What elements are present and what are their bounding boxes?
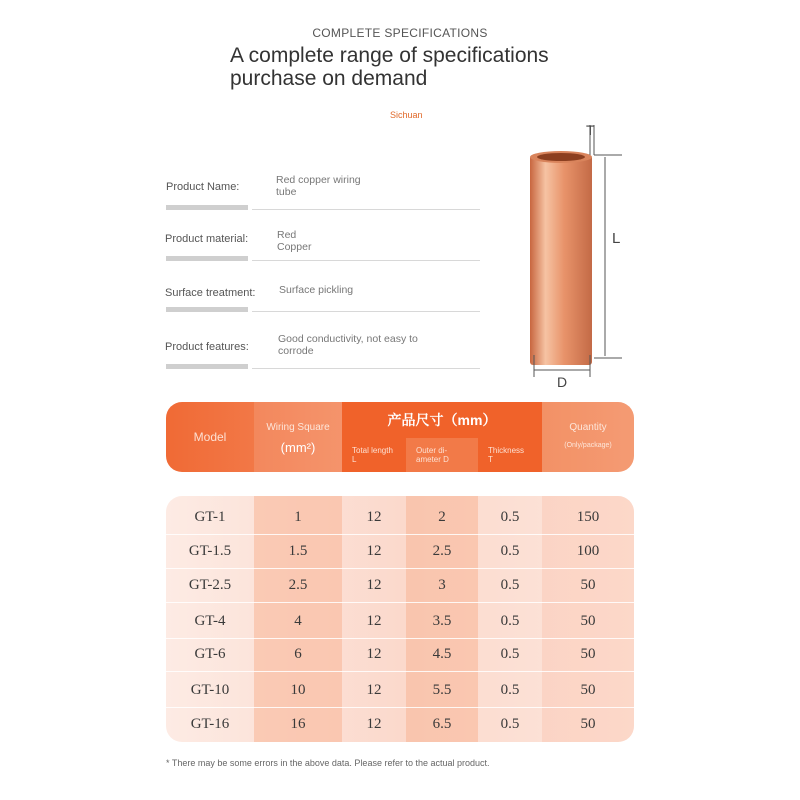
- dimension-label-d: D: [557, 374, 568, 390]
- cell-total-length: 12: [366, 681, 382, 698]
- spec-value-line: Copper: [277, 241, 312, 253]
- spec-value-product-name: [276, 174, 361, 198]
- cell-quantity: 150: [576, 508, 600, 525]
- cell-model: GT-10: [190, 681, 230, 698]
- header-quantity-label: Quantity: [569, 422, 607, 433]
- spec-value-surface: [279, 284, 353, 296]
- tube-body: [530, 151, 592, 365]
- cell-quantity: 50: [580, 715, 596, 732]
- table-row: [166, 673, 634, 707]
- cell-outer-diameter: 6.5: [432, 715, 452, 732]
- spec-divider-mark: [166, 256, 248, 261]
- header-quantity-sub: (Only/package): [564, 442, 612, 449]
- spec-value-line: tube: [276, 186, 297, 198]
- header-sub-line: ameter D: [416, 455, 449, 464]
- spec-label-product-name: Product Name:: [166, 181, 240, 193]
- table-row: [166, 500, 634, 534]
- cell-wiring-square: 6: [294, 645, 302, 662]
- spec-label-surface: Surface treatment:: [165, 287, 256, 299]
- header-dimensions-title: 产品尺寸（mm）: [387, 412, 497, 428]
- spec-divider: [252, 368, 480, 369]
- header-sub-line: Total length: [352, 446, 393, 455]
- cell-wiring-square: 4: [294, 612, 302, 629]
- spec-value-features: [278, 333, 418, 357]
- table-header: [166, 402, 634, 472]
- header-quantity: [542, 402, 634, 472]
- cell-wiring-square: 1.5: [288, 542, 308, 559]
- cell-total-length: 12: [366, 612, 382, 629]
- header-thickness: [478, 438, 542, 472]
- cell-quantity: 50: [580, 645, 596, 662]
- header-sub-line: Outer di-: [416, 446, 448, 455]
- cell-wiring-square: 16: [290, 715, 306, 732]
- cell-outer-diameter: 3.5: [432, 612, 452, 629]
- footnote: * There may be some errors in the above data. Please refer to the actual product.: [166, 758, 490, 768]
- cell-thickness: 0.5: [500, 542, 520, 559]
- spec-table: [166, 496, 634, 742]
- header-wiring-square: [254, 402, 342, 472]
- cell-total-length: 12: [366, 508, 382, 525]
- cell-outer-diameter: 3: [438, 576, 446, 593]
- cell-total-length: 12: [366, 542, 382, 559]
- cell-outer-diameter: 2.5: [432, 542, 452, 559]
- header-model: Model: [193, 430, 227, 444]
- spec-divider-mark: [166, 307, 248, 312]
- cell-thickness: 0.5: [500, 681, 520, 698]
- dimension-label-t: T: [586, 122, 595, 138]
- section-kicker: COMPLETE SPECIFICATIONS: [312, 26, 488, 40]
- cell-outer-diameter: 5.5: [432, 681, 452, 698]
- table-row: [166, 707, 634, 741]
- cell-quantity: 50: [580, 576, 596, 593]
- spec-divider: [252, 311, 480, 312]
- spec-divider-mark: [166, 205, 248, 210]
- cell-model: GT-16: [190, 715, 230, 732]
- cell-model: GT-6: [194, 645, 226, 662]
- cell-outer-diameter: 2: [438, 508, 446, 525]
- cell-total-length: 12: [366, 645, 382, 662]
- spec-divider-mark: [166, 364, 248, 369]
- brand-label: Sichuan: [390, 110, 423, 120]
- header-dimensions: [342, 402, 542, 472]
- header-total-length: [342, 438, 406, 472]
- header-wiring-label: Wiring Square: [266, 422, 330, 433]
- headline-line-1: A complete range of specifications: [230, 44, 549, 67]
- cell-thickness: 0.5: [500, 508, 520, 525]
- headline: [230, 44, 630, 90]
- header-sub-line: T: [488, 455, 493, 464]
- cell-model: GT-4: [194, 612, 226, 629]
- table-row: [166, 604, 634, 638]
- headline-line-2: purchase on demand: [230, 67, 428, 90]
- cell-thickness: 0.5: [500, 715, 520, 732]
- cell-thickness: 0.5: [500, 576, 520, 593]
- spec-label-features: Product features:: [165, 341, 249, 353]
- header-outer-diameter: [406, 438, 478, 472]
- cell-total-length: 12: [366, 715, 382, 732]
- cell-wiring-square: 1: [294, 508, 302, 525]
- spec-value-material: [277, 229, 311, 253]
- dimension-label-l: L: [612, 230, 621, 247]
- copper-tube-diagram: [510, 115, 640, 395]
- cell-model: GT-2.5: [188, 576, 232, 593]
- cell-total-length: 12: [366, 576, 382, 593]
- cell-quantity: 100: [576, 542, 600, 559]
- cell-wiring-square: 2.5: [288, 576, 308, 593]
- cell-quantity: 50: [580, 612, 596, 629]
- spec-value-line: Good conductivity, not easy to: [278, 333, 418, 345]
- spec-value-line: Red copper wiring: [276, 174, 361, 186]
- spec-value-line: Surface pickling: [279, 284, 354, 296]
- header-sub-line: L: [352, 455, 357, 464]
- row-divider: [166, 602, 634, 603]
- spec-divider: [252, 209, 480, 210]
- cell-outer-diameter: 4.5: [432, 645, 452, 662]
- table-row: [166, 637, 634, 671]
- cell-wiring-square: 10: [290, 681, 306, 698]
- cell-model: GT-1.5: [188, 542, 232, 559]
- header-wiring-unit: (mm²): [280, 440, 316, 455]
- spec-label-material: Product material:: [165, 233, 249, 245]
- spec-value-line: Red: [277, 229, 297, 241]
- cell-thickness: 0.5: [500, 645, 520, 662]
- spec-divider: [252, 260, 480, 261]
- header-sub-line: Thickness: [488, 446, 525, 455]
- table-row: [166, 534, 634, 568]
- cell-thickness: 0.5: [500, 612, 520, 629]
- table-row: [166, 568, 634, 602]
- cell-quantity: 50: [580, 681, 596, 698]
- row-divider: [166, 671, 634, 672]
- cell-model: GT-1: [194, 508, 226, 525]
- spec-value-line: corrode: [278, 345, 314, 357]
